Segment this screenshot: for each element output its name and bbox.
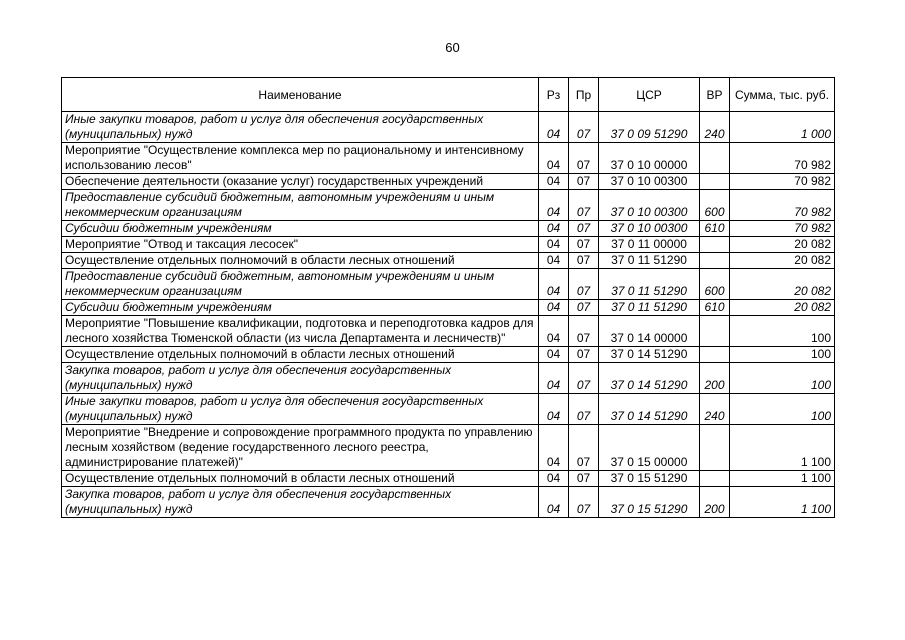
cell-sum: 1 000 xyxy=(730,112,835,143)
cell-csr: 37 0 11 51290 xyxy=(599,253,700,269)
cell-name: Предоставление субсидий бюджетным, автономным учреждениям и иным некоммерческим организациям xyxy=(62,190,539,221)
cell-vr xyxy=(700,347,730,363)
cell-vr: 610 xyxy=(700,221,730,237)
cell-vr: 200 xyxy=(700,487,730,518)
table-header-row xyxy=(62,78,835,112)
table-row xyxy=(62,269,835,300)
cell-csr: 37 0 11 51290 xyxy=(599,269,700,300)
cell-rz: 04 xyxy=(539,347,569,363)
header-vr: ВР xyxy=(700,78,730,112)
cell-csr: 37 0 14 00000 xyxy=(599,316,700,347)
cell-csr: 37 0 15 51290 xyxy=(599,471,700,487)
cell-csr: 37 0 14 51290 xyxy=(599,363,700,394)
cell-rz: 04 xyxy=(539,316,569,347)
cell-csr: 37 0 10 00000 xyxy=(599,143,700,174)
cell-pr: 07 xyxy=(569,112,599,143)
cell-vr: 200 xyxy=(700,363,730,394)
cell-sum: 100 xyxy=(730,316,835,347)
cell-sum: 20 082 xyxy=(730,269,835,300)
cell-name: Мероприятие "Повышение квалификации, подготовка и переподготовка кадров для лесного хозяйства Тюменской области (из числа Департамента и лесничеств)" xyxy=(62,316,539,347)
cell-vr xyxy=(700,253,730,269)
cell-pr: 07 xyxy=(569,190,599,221)
cell-sum: 70 982 xyxy=(730,143,835,174)
cell-vr xyxy=(700,471,730,487)
cell-pr: 07 xyxy=(569,347,599,363)
cell-vr: 240 xyxy=(700,394,730,425)
cell-pr: 07 xyxy=(569,143,599,174)
table-row xyxy=(62,347,835,363)
cell-csr: 37 0 10 00300 xyxy=(599,190,700,221)
cell-name: Закупка товаров, работ и услуг для обеспечения государственных (муниципальных) нужд xyxy=(62,487,539,518)
cell-rz: 04 xyxy=(539,143,569,174)
cell-csr: 37 0 09 51290 xyxy=(599,112,700,143)
cell-pr: 07 xyxy=(569,471,599,487)
cell-vr: 240 xyxy=(700,112,730,143)
cell-sum: 100 xyxy=(730,363,835,394)
cell-rz: 04 xyxy=(539,174,569,190)
cell-sum: 20 082 xyxy=(730,300,835,316)
cell-rz: 04 xyxy=(539,363,569,394)
table-body xyxy=(62,112,835,518)
cell-pr: 07 xyxy=(569,300,599,316)
table-row xyxy=(62,394,835,425)
cell-sum: 70 982 xyxy=(730,190,835,221)
cell-sum: 100 xyxy=(730,394,835,425)
cell-rz: 04 xyxy=(539,300,569,316)
cell-rz: 04 xyxy=(539,253,569,269)
cell-pr: 07 xyxy=(569,221,599,237)
table-row xyxy=(62,253,835,269)
table-row xyxy=(62,237,835,253)
cell-name: Закупка товаров, работ и услуг для обеспечения государственных (муниципальных) нужд xyxy=(62,363,539,394)
cell-pr: 07 xyxy=(569,174,599,190)
cell-vr xyxy=(700,425,730,471)
cell-name: Субсидии бюджетным учреждениям xyxy=(62,300,539,316)
cell-pr: 07 xyxy=(569,363,599,394)
cell-rz: 04 xyxy=(539,237,569,253)
header-sum: Сумма, тыс. руб. xyxy=(730,78,835,112)
cell-name: Осуществление отдельных полномочий в области лесных отношений xyxy=(62,253,539,269)
header-name: Наименование xyxy=(62,78,539,112)
budget-table xyxy=(61,77,835,518)
table-row xyxy=(62,487,835,518)
cell-rz: 04 xyxy=(539,221,569,237)
cell-pr: 07 xyxy=(569,487,599,518)
cell-name: Мероприятие "Отвод и таксация лесосек" xyxy=(62,237,539,253)
cell-name: Обеспечение деятельности (оказание услуг) государственных учреждений xyxy=(62,174,539,190)
cell-csr: 37 0 10 00300 xyxy=(599,221,700,237)
table-row xyxy=(62,425,835,471)
cell-rz: 04 xyxy=(539,269,569,300)
cell-csr: 37 0 15 51290 xyxy=(599,487,700,518)
cell-vr xyxy=(700,174,730,190)
cell-vr: 600 xyxy=(700,269,730,300)
table-row xyxy=(62,300,835,316)
cell-sum: 100 xyxy=(730,347,835,363)
cell-name: Осуществление отдельных полномочий в области лесных отношений xyxy=(62,471,539,487)
table-row xyxy=(62,143,835,174)
cell-vr xyxy=(700,237,730,253)
cell-pr: 07 xyxy=(569,394,599,425)
cell-sum: 70 982 xyxy=(730,221,835,237)
cell-name: Мероприятие "Осуществление комплекса мер по рациональному и интенсивному использованию лесов" xyxy=(62,143,539,174)
cell-name: Предоставление субсидий бюджетным, автономным учреждениям и иным некоммерческим организациям xyxy=(62,269,539,300)
cell-pr: 07 xyxy=(569,253,599,269)
cell-pr: 07 xyxy=(569,425,599,471)
cell-csr: 37 0 10 00300 xyxy=(599,174,700,190)
cell-csr: 37 0 11 00000 xyxy=(599,237,700,253)
cell-name: Мероприятие "Внедрение и сопровождение программного продукта по управлению лесным хозяйством (ведение государственного лесного реестра, администрирование платежей)" xyxy=(62,425,539,471)
cell-rz: 04 xyxy=(539,112,569,143)
cell-rz: 04 xyxy=(539,394,569,425)
cell-csr: 37 0 11 51290 xyxy=(599,300,700,316)
cell-sum: 20 082 xyxy=(730,253,835,269)
cell-sum: 20 082 xyxy=(730,237,835,253)
cell-sum: 1 100 xyxy=(730,425,835,471)
cell-sum: 1 100 xyxy=(730,471,835,487)
cell-pr: 07 xyxy=(569,237,599,253)
cell-name: Иные закупки товаров, работ и услуг для обеспечения государственных (муниципальных) нужд xyxy=(62,112,539,143)
cell-rz: 04 xyxy=(539,190,569,221)
cell-rz: 04 xyxy=(539,487,569,518)
cell-rz: 04 xyxy=(539,471,569,487)
table-row xyxy=(62,363,835,394)
cell-csr: 37 0 14 51290 xyxy=(599,347,700,363)
page-number: 60 xyxy=(445,40,460,55)
table-row xyxy=(62,190,835,221)
cell-csr: 37 0 15 00000 xyxy=(599,425,700,471)
table-row xyxy=(62,221,835,237)
cell-csr: 37 0 14 51290 xyxy=(599,394,700,425)
header-csr: ЦСР xyxy=(599,78,700,112)
header-rz: Рз xyxy=(539,78,569,112)
cell-vr xyxy=(700,316,730,347)
cell-name: Субсидии бюджетным учреждениям xyxy=(62,221,539,237)
table-row xyxy=(62,174,835,190)
cell-name: Осуществление отдельных полномочий в области лесных отношений xyxy=(62,347,539,363)
cell-rz: 04 xyxy=(539,425,569,471)
table-row xyxy=(62,112,835,143)
cell-name: Иные закупки товаров, работ и услуг для обеспечения государственных (муниципальных) нужд xyxy=(62,394,539,425)
cell-pr: 07 xyxy=(569,316,599,347)
cell-sum: 1 100 xyxy=(730,487,835,518)
cell-pr: 07 xyxy=(569,269,599,300)
cell-vr xyxy=(700,143,730,174)
table-row xyxy=(62,316,835,347)
cell-vr: 600 xyxy=(700,190,730,221)
table-row xyxy=(62,471,835,487)
cell-vr: 610 xyxy=(700,300,730,316)
cell-sum: 70 982 xyxy=(730,174,835,190)
header-pr: Пр xyxy=(569,78,599,112)
